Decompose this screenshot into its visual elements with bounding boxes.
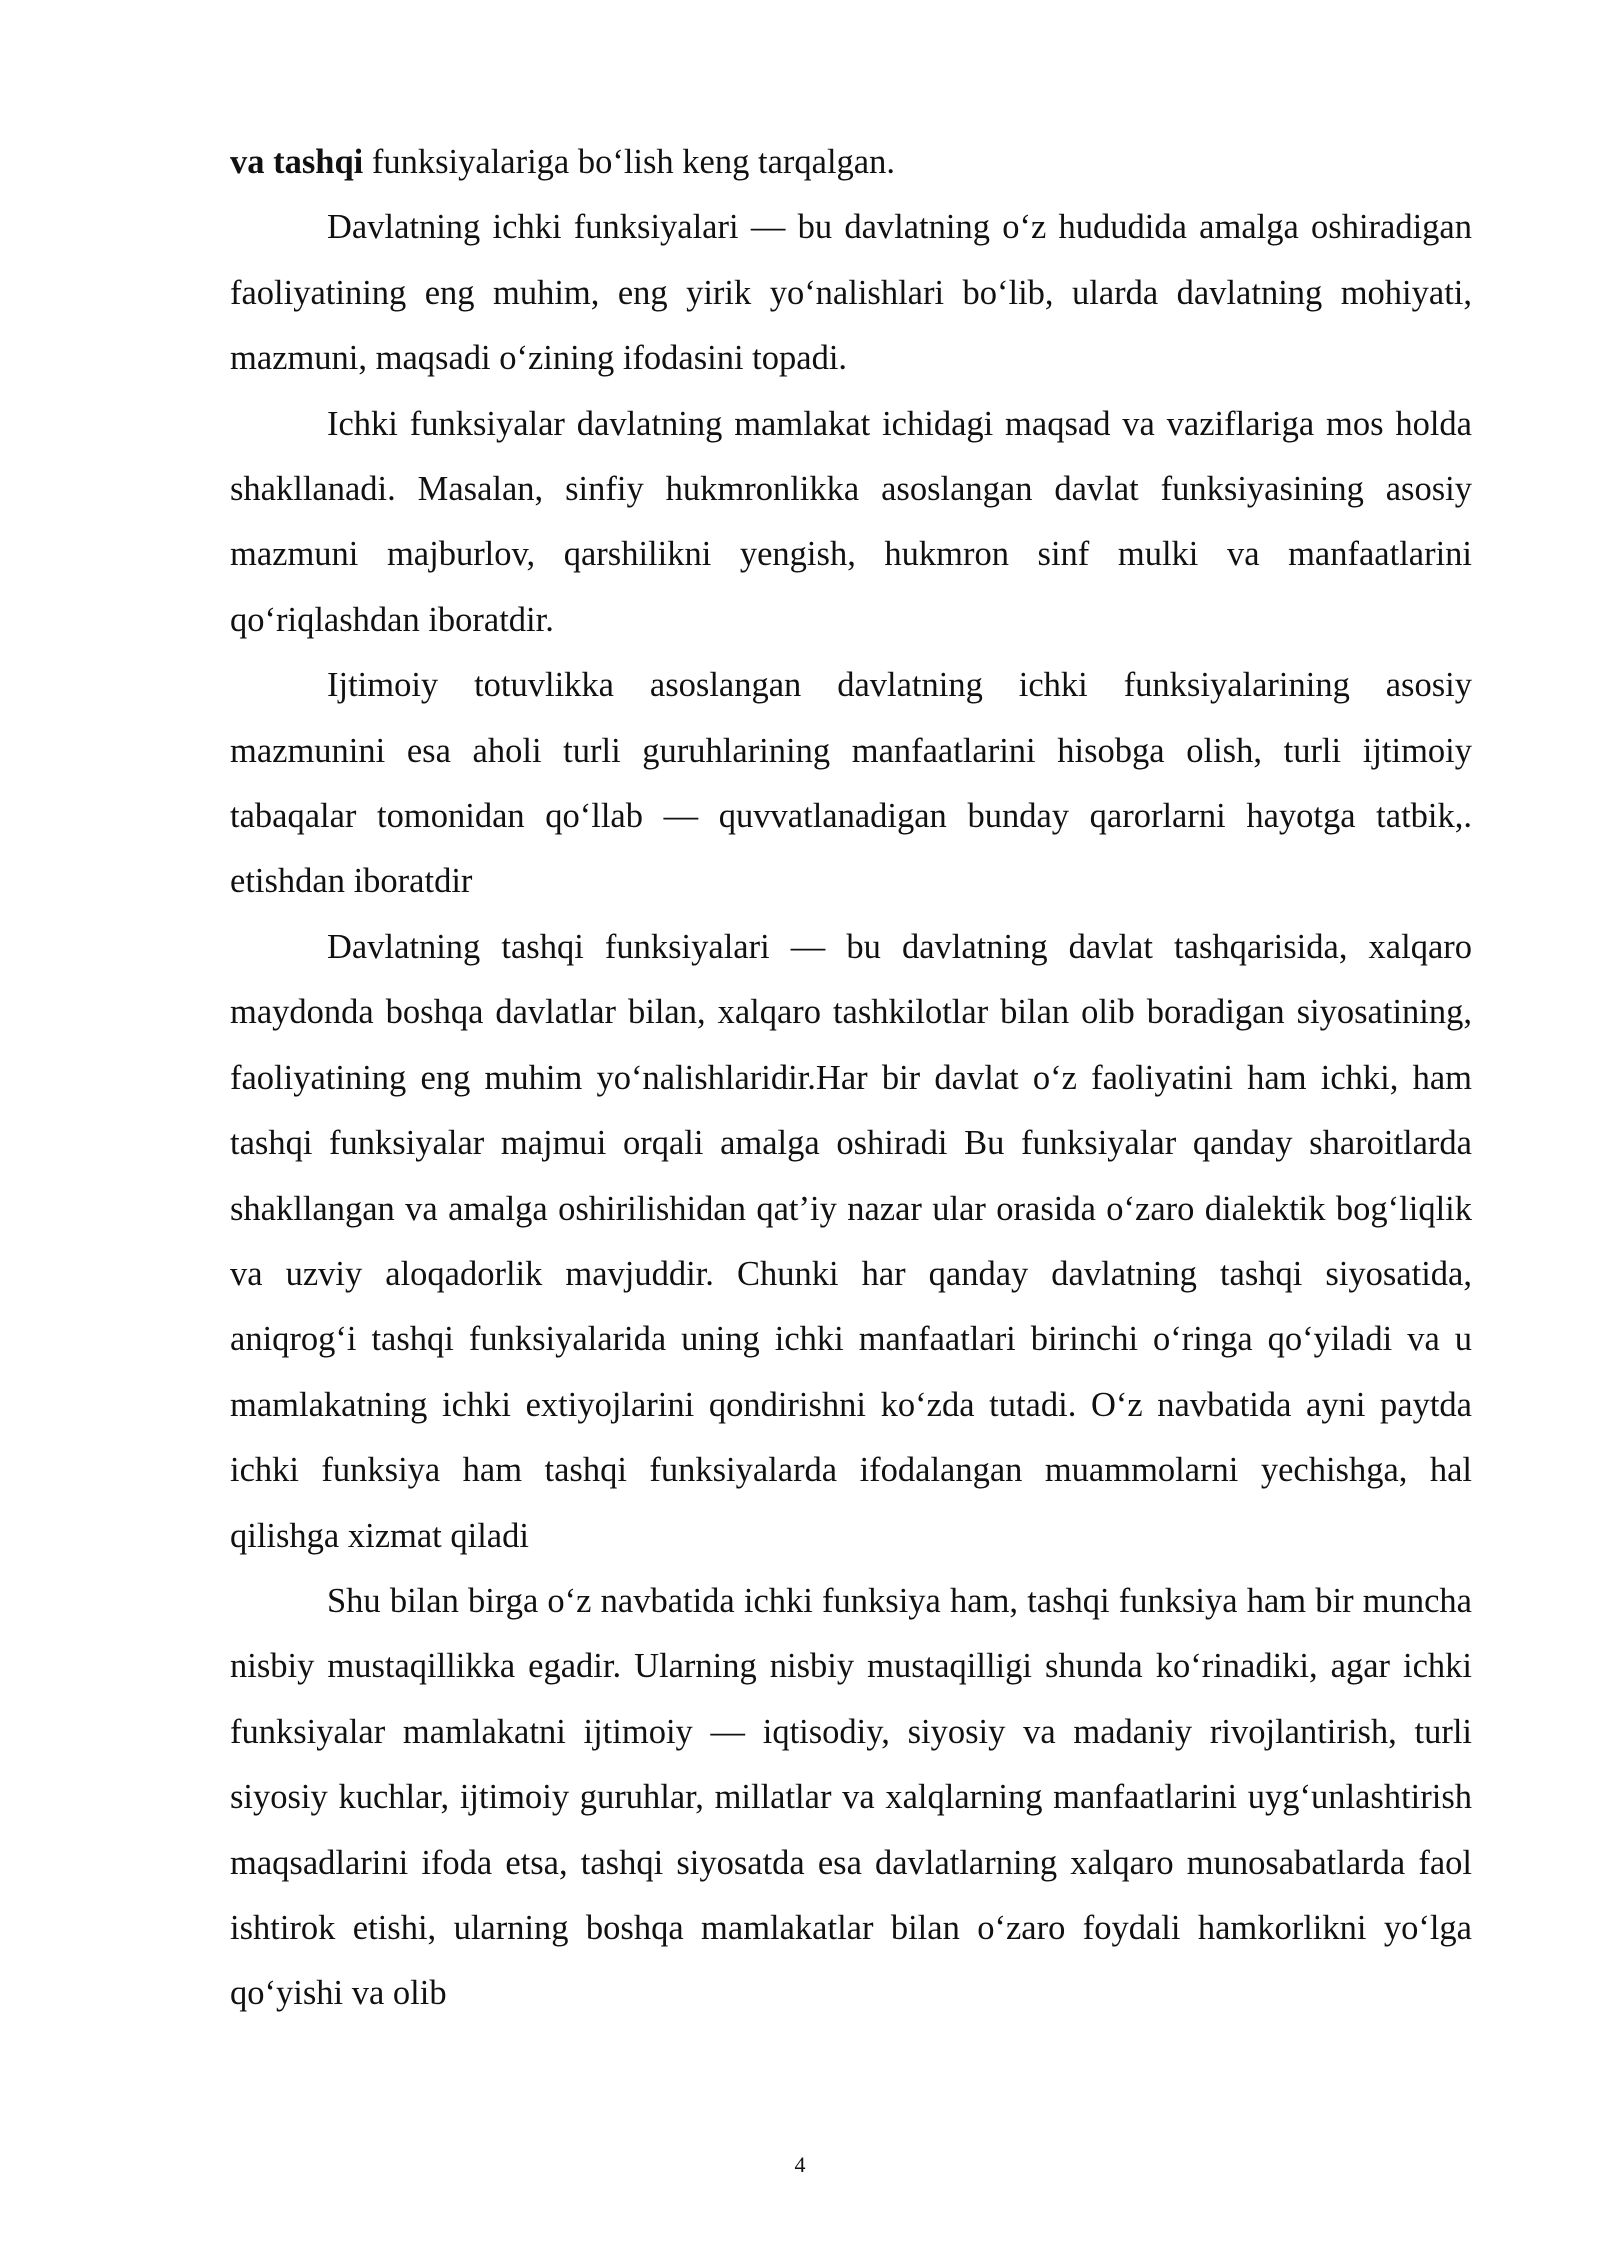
paragraph-internal-functions-definition: Davlatning ichki funksiyalari — bu davlatning o‘z hududida amalga oshiradigan faoliyatining eng muhim, eng yirik yo‘nalishlari bo‘lib, ularda davlatning mohiyati, mazmuni, maqsadi o‘zining ifodasini topadi. [230, 208, 1472, 378]
opening-text: funksiyalariga bo‘lish keng tarqalgan. [363, 143, 895, 181]
paragraph-internal-functions-formation: Ichki funksiyalar davlatning mamlakat ichidagi maqsad va vaziflariga mos holda shakllanadi. Masalan, sinfiy hukmronlikka asoslangan davlat funksiyasining asosiy mazmuni majburlov, qarshilikni yengish, hukmron sinf mulki va manfaatlarini qo‘riqlashdan iboratdir. [230, 404, 1472, 639]
page-number: 4 [794, 2152, 806, 2177]
paragraph-external-functions: Davlatning tashqi funksiyalari — bu davlatning davlat tashqarisida, xalqaro maydonda boshqa davlatlar bilan, xalqaro tashkilotlar bilan olib boradigan siyosatining, faoliyatining eng muhim yo‘nalishlaridir.Har bir davlat o‘z faoliyatini ham ichki, ham tashqi funksiyalar majmui orqali amalga oshiradi Bu funksiyalar qanday sharoitlarda shakllangan va amalga oshirilishidan qat’iy nazar ular orasida o‘zaro dialektik bog‘liqlik va uzviy aloqadorlik mavjuddir. Chunki har qanday davlatning tashqi siyosatida, aniqrog‘i tashqi funksiyalarida uning ichki manfaatlari birinchi o‘ringa qo‘yiladi va u mamlakatning ichki extiyojlarini qondirishni ko‘zda tutadi. O‘z navbatida ayni paytda ichki funksiya ham tashqi funksiyalarda ifodalangan muammolarni yechishga, hal qilishga xizmat qiladi [230, 927, 1472, 1555]
paragraph-social-harmony: Ijtimoiy totuvlikka asoslangan davlatning ichki funksiyalarining asosiy mazmunini esa aholi turli guruhlarining manfaatlarini hisobga olish, turli ijtimoiy tabaqalar tomonidan qo‘llab — quvvatlanadigan bunday qarorlarni hayotga tatbik,. etishdan iboratdir [230, 666, 1472, 901]
body-text [230, 130, 1472, 2027]
opening-paragraph [230, 130, 1472, 195]
opening-bold-text: va tashqi [230, 143, 364, 181]
paragraph-relative-independence: Shu bilan birga o‘z navbatida ichki funksiya ham, tashqi funksiya ham bir muncha nisbiy mustaqillikka egadir. Ularning nisbiy mustaqilligi shunda ko‘rinadiki, agar ichki funksiyalar mamlakatni ijtimoiy — iqtisodiy, siyosiy va madaniy rivojlantirish, turli siyosiy kuchlar, ijtimoiy guruhlar, millatlar va xalqlarning manfaatlarini uyg‘unlashtirish maqsadlarini ifoda etsa, tashqi siyosatda esa davlatlarning xalqaro munosabatlarda faol ishtirok etishi, ularning boshqa mamlakatlar bilan o‘zaro foydali hamkorlikni yo‘lga qo‘yishi va olib [230, 1581, 1472, 2013]
